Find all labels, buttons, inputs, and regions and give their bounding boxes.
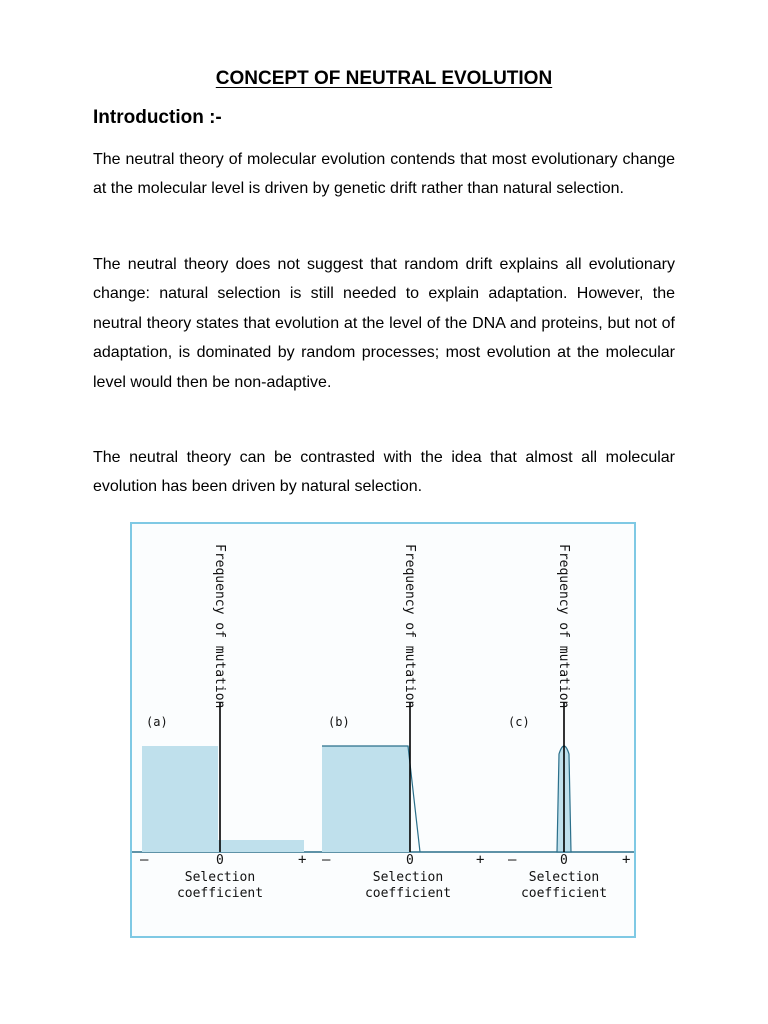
panel-a-fill [142,746,218,852]
document-title: CONCEPT OF NEUTRAL EVOLUTION [215,68,553,89]
panel-c-plus: + [622,852,631,868]
panel-c [508,544,630,901]
panel-c-ylabel: Frequency of mutation [556,544,571,709]
panel-b-fill [322,746,410,852]
panel-b-zero: 0 [406,853,414,868]
section-heading: Introduction :- [93,107,222,128]
panel-b [322,544,484,901]
panel-a-xlabel-2: coefficient [176,886,264,901]
panel-c-xlabel-1: Selection [528,870,600,885]
panel-a-zero: 0 [216,853,224,868]
panel-a [140,544,306,901]
panel-b-xlabel-2: coefficient [364,886,452,901]
figure-svg [132,524,634,936]
panel-a-minus: – [140,852,149,868]
panel-a-xlabel-1: Selection [184,870,256,885]
panel-b-xlabel-1: Selection [372,870,444,885]
panel-a-plus: + [298,852,307,868]
panel-c-minus: – [508,852,517,868]
panel-c-label: (c) [508,715,530,729]
panel-a-tail [218,840,304,852]
panel-c-xlabel-2: coefficient [520,886,608,901]
panel-a-ylabel: Frequency of mutation [212,544,227,709]
panel-c-zero: 0 [560,853,568,868]
paragraph-3: The neutral theory can be contrasted with the idea that almost all molecular evolution has been driven by natural selection. [93,449,675,496]
panel-a-label: (a) [146,715,168,729]
panel-b-minus: – [322,852,331,868]
paragraph-1: The neutral theory of molecular evolution contends that most evolutionary change at the molecular level is driven by genetic drift rather than natural selection. [93,151,675,198]
selection-coefficient-figure [130,522,636,938]
panel-b-label: (b) [328,715,350,729]
panel-b-ylabel: Frequency of mutation [402,544,417,709]
paragraph-2: The neutral theory does not suggest that random drift explains all evolutionary change: natural selection is still needed to explain adaptation. However, the neutral theory states that evolution at the level of the DNA and proteins, but not of adaptation, is dominated by random processes; most evolution at the molecular level would then be non-adaptive. [93,256,675,391]
panel-b-plus: + [476,852,485,868]
